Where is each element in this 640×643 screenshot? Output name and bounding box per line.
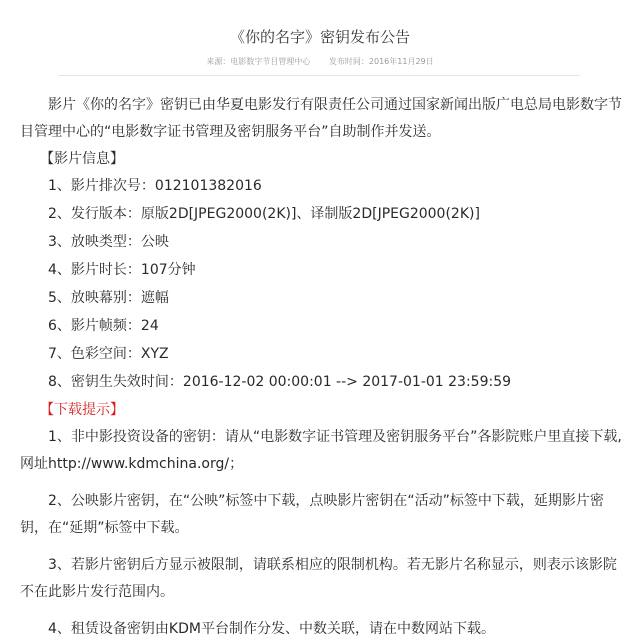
film-info-item: 4、影片时长：107分钟 [48, 262, 196, 278]
film-info-item: 6、影片帧频：24 [48, 318, 159, 334]
film-info-item: 1、影片排次号：012101382016 [48, 178, 262, 194]
intro-paragraph: 影片《你的名字》密钥已由华夏电影发行有限责任公司通过国家新闻出版广电总局电影数字节目管理中心的“电影数字证书管理及密钥服务平台”自助制作并发送。 [20, 97, 622, 140]
download-tip: 4、租赁设备密钥由KDM平台制作分发、中数关联，请在中数网站下载。 [48, 621, 495, 637]
download-tip: 3、若影片密钥后方显示被限制，请联系相应的限制机构。若无影片名称显示，则表示该影院不在此影片发行范围内。 [20, 557, 617, 600]
film-info-item: 8、密钥生失效时间：2016-12-02 00:00:01 --> 2017-01-01 23:59:59 [48, 374, 512, 390]
film-info-item: 2、发行版本：原版2D[JPEG2000(2K)]、译制版2D[JPEG2000(2K)] [48, 206, 480, 222]
page-title: 《你的名字》密钥发布公告 [229, 28, 410, 46]
download-tip: 2、公映影片密钥，在“公映”标签中下载，点映影片密钥在“活动”标签中下载，延期影片密钥，在“延期”标签中下载。 [20, 493, 604, 536]
film-info-item: 7、色彩空间：XYZ [48, 346, 169, 362]
article-meta [0, 56, 640, 67]
publish-date: 发布时间：2016年11月29日 [328, 57, 434, 66]
article-body [20, 92, 630, 643]
download-tips-heading: 【下载提示】 [40, 402, 124, 418]
divider [58, 75, 580, 76]
film-info-heading: 【影片信息】 [40, 151, 124, 167]
film-info-item: 5、放映幕别：遮幅 [48, 290, 169, 306]
film-info-item: 3、放映类型：公映 [48, 234, 169, 250]
download-tip: 1、非中影投资设备的密钥：请从“电影数字证书管理及密钥服务平台”各影院账户里直接下载,网址http://www.kdmchina.org/； [20, 429, 622, 472]
source-label: 来源：电影数字节目管理中心 [206, 57, 311, 66]
